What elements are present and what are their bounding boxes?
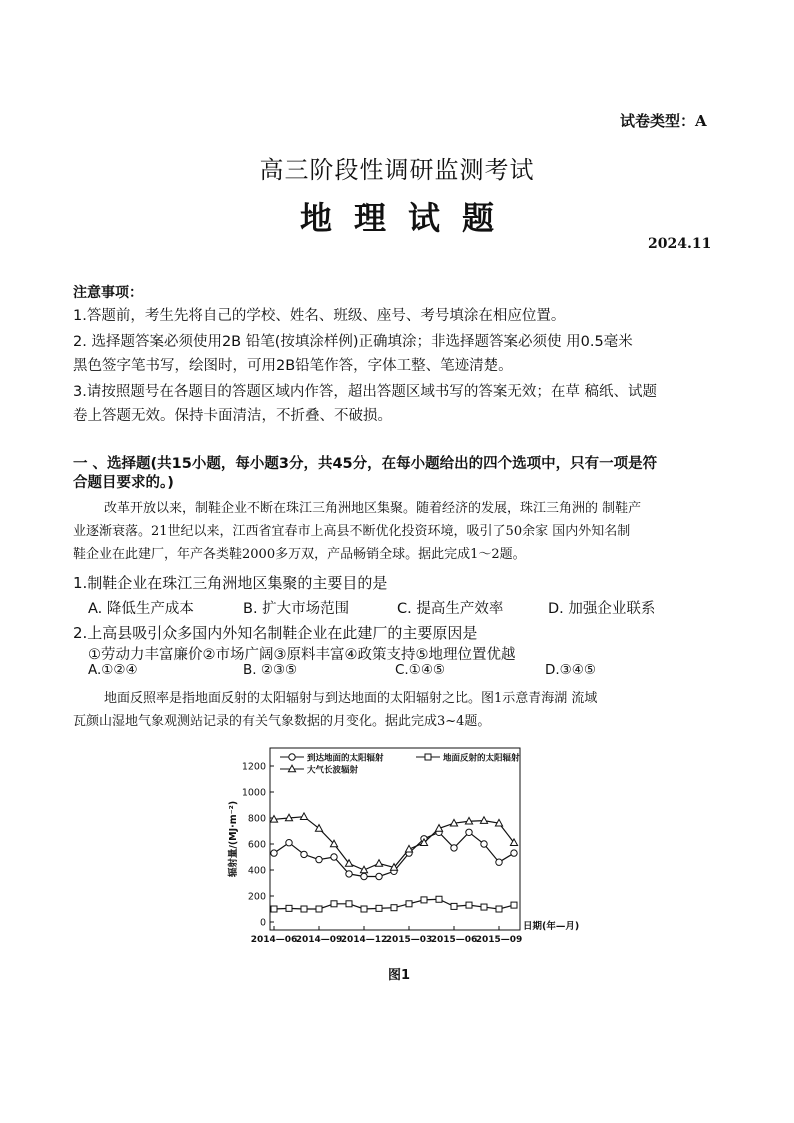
- x-tick-label: 2015—06: [430, 935, 478, 945]
- series-line-2: [274, 817, 514, 870]
- data-point-s1: [301, 906, 307, 912]
- q2-factors: ①劳动力丰富廉价②市场广阔③原料丰富④政策支持⑤地理位置优越: [88, 647, 516, 663]
- data-point-s1: [316, 906, 322, 912]
- paper-type: 试卷类型：A: [620, 112, 707, 130]
- data-point-s1: [481, 904, 487, 910]
- x-axis-label: 日期(年—月): [523, 921, 580, 932]
- exam-name: 高三阶段性调研监测考试: [259, 156, 535, 184]
- q1-option-b: B. 扩大市场范围: [243, 601, 350, 617]
- data-point-s0: [496, 859, 502, 865]
- legend-label: 地面反射的太阳辐射: [443, 753, 520, 764]
- data-point-s2: [300, 813, 307, 820]
- q2-option-b: B. ②③⑤: [243, 662, 298, 678]
- notice-line: 卷上答题无效。保持卡面清洁，不折叠、不破损。: [73, 408, 392, 424]
- data-point-s1: [346, 901, 352, 907]
- section-heading: 一 、选择题(共15小题，每小题3分，共45分，在每小题给出的四个选项中，只有一项是符: [73, 456, 658, 472]
- notice-line: 3.请按照题号在各题目的答题区域内作答，超出答题区域书写的答案无效；在草 稿纸、试题: [73, 384, 657, 400]
- y-tick-label: 600: [247, 839, 266, 851]
- notice-line: 黑色签字笔书写，绘图时，可用2B铅笔作答，字体工整、笔迹清楚。: [73, 358, 513, 374]
- data-point-s1: [361, 906, 367, 912]
- notice-title: 注意事项：: [73, 285, 143, 301]
- figure-caption: 图1: [388, 968, 411, 983]
- data-point-s1: [511, 902, 517, 908]
- passage-line: 鞋企业在此建厂，年产各类鞋2000多万双，产品畅销全球。据此完成1～2题。: [73, 547, 526, 562]
- notice-line: 1.答题前，考生先将自己的学校、姓名、班级、座号、考号填涂在相应位置。: [73, 308, 566, 324]
- data-point-s0: [361, 873, 367, 879]
- data-point-s0: [466, 829, 472, 835]
- y-tick-label: 800: [247, 813, 266, 825]
- q2-option-a: A.①②④: [88, 662, 138, 678]
- data-point-s1: [496, 906, 502, 912]
- question-2-stem: 2.上高县吸引众多国内外知名制鞋企业在此建厂的主要原因是: [73, 624, 478, 642]
- data-point-s0: [301, 851, 307, 857]
- data-point-s0: [481, 841, 487, 847]
- x-tick-label: 2015—03: [385, 935, 433, 945]
- data-point-s1: [406, 901, 412, 907]
- data-point-s0: [271, 850, 277, 856]
- legend-marker: [289, 754, 295, 760]
- notice-line: 2. 选择题答案必须使用2B 铅笔(按填涂样例)正确填涂；非选择题答案必须使 用0.5毫米: [73, 334, 633, 350]
- data-point-s0: [316, 856, 322, 862]
- section-heading: 合题目要求的。): [73, 475, 174, 491]
- legend-label: 大气长波辐射: [307, 765, 359, 776]
- exam-date: 2024.11: [648, 236, 712, 252]
- q2-option-d: D.③④⑤: [545, 662, 596, 678]
- y-axis-label: 辐射量/(MJ·m⁻²): [228, 800, 239, 878]
- passage-line: 业逐渐衰落。21世纪以来，江西省宜春市上高县不断优化投资环境，吸引了50余家 国内外知名制: [73, 524, 631, 539]
- data-point-s1: [436, 896, 442, 902]
- data-point-s2: [315, 825, 322, 832]
- data-point-s0: [451, 845, 457, 851]
- data-point-s0: [346, 871, 352, 877]
- q2-option-c: C.①④⑤: [395, 662, 446, 678]
- data-point-s1: [391, 905, 397, 911]
- q1-option-d: D. 加强企业联系: [548, 601, 656, 617]
- data-point-s1: [286, 905, 292, 911]
- chart-svg: [222, 744, 580, 964]
- passage-line: 地面反照率是指地面反射的太阳辐射与到达地面的太阳辐射之比。图1示意青海湖 流域: [104, 691, 598, 706]
- data-point-s0: [376, 873, 382, 879]
- x-tick-label: 2014—09: [295, 935, 343, 945]
- data-point-s0: [286, 840, 292, 846]
- data-point-s2: [375, 860, 382, 867]
- data-point-s1: [421, 897, 427, 903]
- legend-marker: [425, 754, 431, 760]
- data-point-s1: [466, 902, 472, 908]
- q1-option-c: C. 提高生产效率: [397, 601, 504, 617]
- data-point-s0: [331, 854, 337, 860]
- y-tick-label: 400: [247, 865, 266, 877]
- x-tick-label: 2015—09: [475, 935, 523, 945]
- y-tick-label: 1200: [241, 761, 266, 773]
- x-tick-label: 2014—12: [340, 935, 388, 945]
- y-tick-label: 200: [247, 891, 266, 903]
- data-point-s1: [271, 906, 277, 912]
- y-tick-label: 1000: [241, 787, 266, 799]
- data-point-s1: [451, 903, 457, 909]
- passage-line: 改革开放以来，制鞋企业不断在珠江三角洲地区集聚。随着经济的发展，珠江三角洲的 制鞋产: [104, 501, 642, 516]
- data-point-s2: [480, 817, 487, 824]
- data-point-s1: [376, 905, 382, 911]
- x-tick-label: 2014—06: [250, 935, 298, 945]
- data-point-s1: [331, 901, 337, 907]
- question-1-stem: 1.制鞋企业在珠江三角洲地区集聚的主要目的是: [73, 574, 388, 592]
- q1-option-a: A. 降低生产成本: [88, 601, 194, 617]
- figure-1-chart: [222, 744, 580, 984]
- data-point-s0: [511, 850, 517, 856]
- subject-title: 地理试题: [299, 199, 516, 237]
- passage-line: 瓦颜山湿地气象观测站记录的有关气象数据的月变化。据此完成3~4题。: [73, 714, 491, 729]
- y-tick-label: 0: [259, 917, 266, 929]
- legend-label: 到达地面的太阳辐射: [307, 753, 384, 764]
